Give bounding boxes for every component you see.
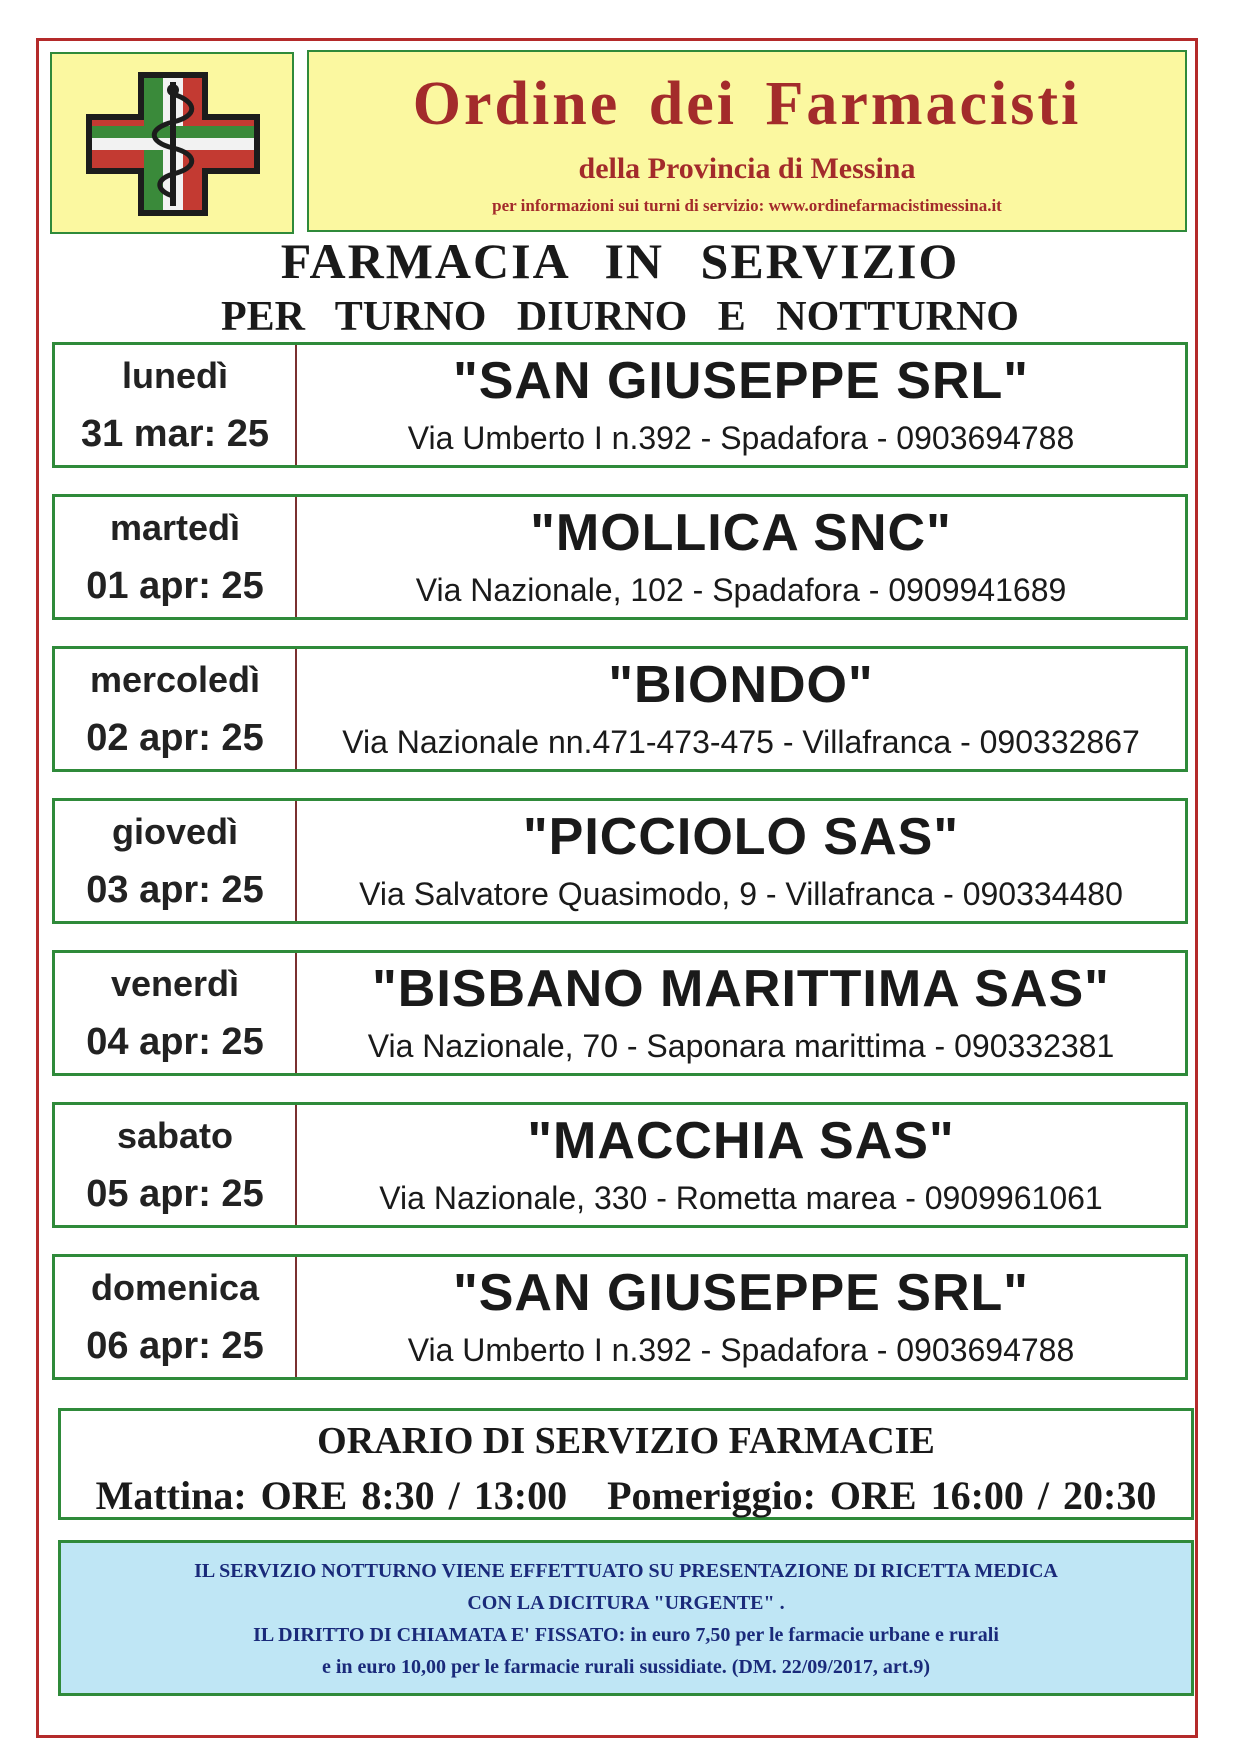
pharmacy-cell: [297, 497, 1185, 617]
day-cell: [55, 649, 297, 769]
day-date: 31 mar: 25: [80, 413, 269, 455]
pharmacy-address: Via Salvatore Quasimodo, 9 - Villafranca - 090334480: [359, 876, 1123, 912]
day-date: 02 apr: 25: [86, 717, 264, 759]
schedule-row: [52, 494, 1188, 620]
pharmacy-name: "BIONDO": [608, 656, 874, 714]
day-date: 06 apr: 25: [86, 1325, 264, 1367]
pharmacy-address: Via Nazionale nn.471-473-475 - Villafranca - 090332867: [342, 724, 1140, 760]
schedule-row: [52, 950, 1188, 1076]
day-date: 05 apr: 25: [86, 1173, 264, 1215]
pharmacy-address: Via Nazionale, 330 - Rometta marea - 0909961061: [379, 1180, 1103, 1216]
notice-line: e in euro 10,00 per le farmacie rurali sussidiate. (DM. 22/09/2017, art.9): [321, 1656, 931, 1678]
day-date: 01 apr: 25: [86, 565, 264, 607]
night-service-notice: [58, 1540, 1194, 1696]
schedule-row: [52, 798, 1188, 924]
pharmacy-cell: [297, 953, 1185, 1073]
headline-secondary: PER TURNO DIURNO E NOTTURNO: [221, 294, 1019, 340]
logo-box: [50, 52, 294, 234]
schedule-row: [52, 1102, 1188, 1228]
pharmacy-cell: [297, 1105, 1185, 1225]
day-date: 04 apr: 25: [86, 1021, 264, 1063]
notice-line: IL SERVIZIO NOTTURNO VIENE EFFETTUATO SU PRESENTAZIONE DI RICETTA MEDICA: [194, 1560, 1058, 1582]
pharmacy-address: Via Umberto I n.392 - Spadafora - 0903694788: [407, 1332, 1075, 1368]
afternoon-hours: Pomeriggio: ORE 16:00 / 20:30: [607, 1473, 1157, 1518]
day-name: sabato: [116, 1115, 234, 1156]
morning-hours: Mattina: ORE 8:30 / 13:00: [95, 1473, 568, 1518]
day-name: venerdì: [110, 963, 240, 1004]
org-subtitle: della Provincia di Messina: [578, 152, 916, 185]
schedule-row: [52, 646, 1188, 772]
org-title: Ordine dei Farmacisti: [412, 70, 1082, 138]
day-name: giovedì: [111, 811, 239, 852]
day-cell: [55, 953, 297, 1073]
pharmacy-address: Via Umberto I n.392 - Spadafora - 0903694788: [407, 420, 1075, 456]
schedule-row: [52, 1254, 1188, 1380]
pharmacy-cross-logo-icon: [78, 64, 268, 224]
notice-line: IL DIRITTO DI CHIAMATA E' FISSATO: in euro 7,50 per le farmacie urbane e rurali: [253, 1624, 999, 1646]
pharmacy-cell: [297, 1257, 1185, 1377]
day-cell: [55, 345, 297, 465]
headline-main: FARMACIA IN SERVIZIO: [280, 233, 960, 289]
day-name: domenica: [90, 1267, 260, 1308]
day-name: lunedì: [122, 355, 228, 396]
pharmacy-name: "SAN GIUSEPPE SRL": [453, 1264, 1029, 1322]
pharmacy-address: Via Nazionale, 102 - Spadafora - 0909941689: [415, 572, 1067, 608]
day-cell: [55, 1257, 297, 1377]
pharmacy-cell: [297, 801, 1185, 921]
service-hours-title: ORARIO DI SERVIZIO FARMACIE: [317, 1420, 935, 1462]
pharmacy-address: Via Nazionale, 70 - Saponara marittima - 090332381: [367, 1028, 1115, 1064]
pharmacy-cell: [297, 345, 1185, 465]
day-date: 03 apr: 25: [86, 869, 264, 911]
day-cell: [55, 497, 297, 617]
day-name: mercoledì: [89, 659, 261, 700]
pharmacy-name: "MOLLICA SNC": [530, 504, 952, 562]
header-title-box: [307, 50, 1187, 232]
pharmacy-cell: [297, 649, 1185, 769]
notice-line: CON LA DICITURA "URGENTE" .: [467, 1592, 785, 1614]
org-info-line: per informazioni sui turni di servizio: www.ordinefarmacistimessina.it: [492, 196, 1002, 215]
day-cell: [55, 801, 297, 921]
schedule-row: [52, 342, 1188, 468]
pharmacy-name: "MACCHIA SAS": [527, 1112, 955, 1170]
pharmacy-name: "SAN GIUSEPPE SRL": [453, 352, 1029, 410]
pharmacy-name: "PICCIOLO SAS": [522, 808, 960, 866]
day-name: martedì: [109, 507, 241, 548]
service-hours-line: [61, 1473, 1191, 1519]
service-hours-box: [58, 1408, 1194, 1520]
day-cell: [55, 1105, 297, 1225]
pharmacy-name: "BISBANO MARITTIMA SAS": [372, 960, 1110, 1018]
